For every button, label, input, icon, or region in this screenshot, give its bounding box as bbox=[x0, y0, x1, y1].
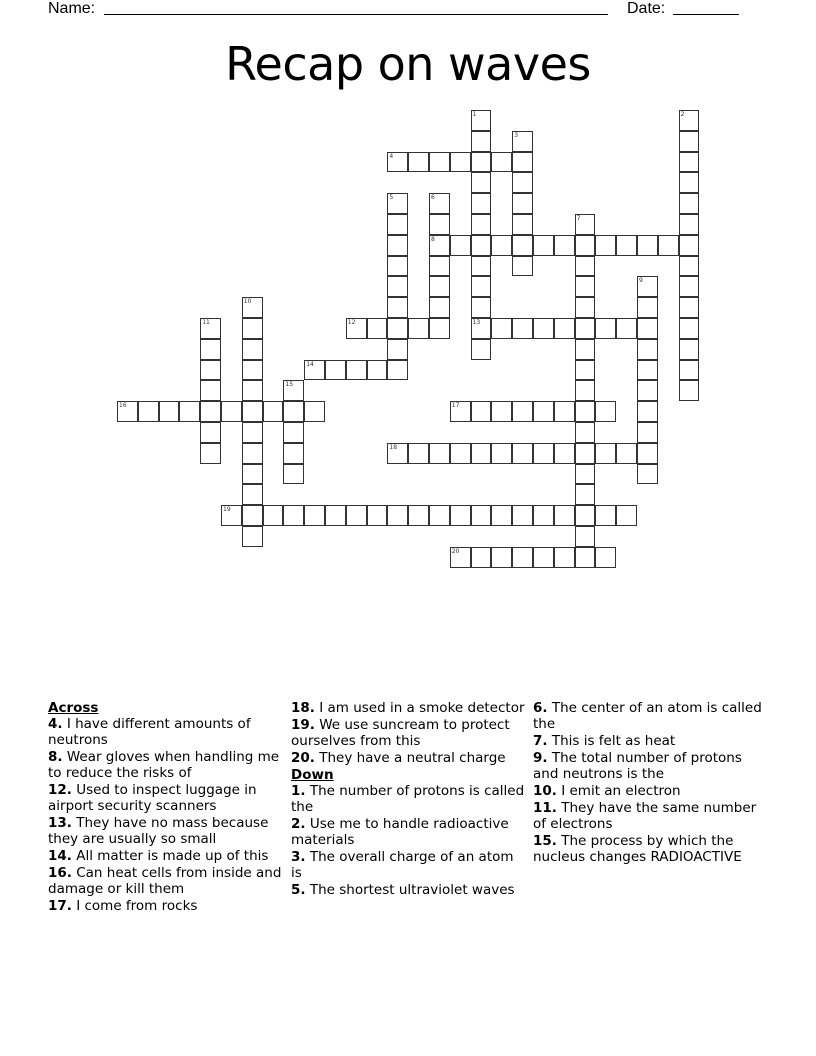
grid-cell[interactable] bbox=[616, 443, 637, 464]
grid-cell[interactable] bbox=[325, 360, 346, 381]
grid-cell[interactable] bbox=[575, 443, 596, 464]
grid-cell[interactable] bbox=[429, 256, 450, 277]
clue-item bbox=[48, 782, 284, 814]
clue-item-text: The process by which the nucleus changes RADIOACTIVE bbox=[533, 833, 742, 865]
grid-cell[interactable] bbox=[387, 193, 408, 214]
clue-item-text: The number of protons is called the bbox=[291, 783, 525, 815]
grid-cell[interactable] bbox=[575, 339, 596, 360]
clue-item bbox=[291, 783, 527, 815]
clue-item bbox=[533, 750, 769, 782]
clue-item-number: 13. bbox=[48, 815, 72, 831]
grid-cell[interactable] bbox=[637, 318, 658, 339]
grid-cell[interactable] bbox=[283, 401, 304, 422]
grid-cell[interactable] bbox=[387, 235, 408, 256]
clue-number: 15 bbox=[285, 381, 294, 389]
grid-cell[interactable] bbox=[221, 505, 242, 526]
grid-cell[interactable] bbox=[512, 318, 533, 339]
grid-cell[interactable] bbox=[429, 276, 450, 297]
grid-cell[interactable] bbox=[450, 152, 471, 173]
clue-item-text: I am used in a smoke detector bbox=[319, 700, 525, 716]
grid-cell[interactable] bbox=[679, 360, 700, 381]
grid-cell[interactable] bbox=[512, 131, 533, 152]
grid-cell[interactable] bbox=[512, 214, 533, 235]
clue-number: 17 bbox=[451, 402, 460, 410]
grid-cell[interactable] bbox=[159, 401, 180, 422]
grid-cell[interactable] bbox=[533, 235, 554, 256]
grid-cell[interactable] bbox=[616, 505, 637, 526]
clue-item-number: 8. bbox=[48, 749, 63, 765]
clue-item bbox=[291, 700, 527, 716]
grid-cell[interactable] bbox=[471, 276, 492, 297]
grid-cell[interactable] bbox=[679, 214, 700, 235]
grid-cell[interactable] bbox=[575, 256, 596, 277]
grid-cell[interactable] bbox=[429, 235, 450, 256]
clue-number: 16 bbox=[119, 402, 127, 410]
grid-cell[interactable] bbox=[471, 547, 492, 568]
grid-cell[interactable] bbox=[367, 360, 388, 381]
clue-number: 6 bbox=[431, 194, 435, 202]
grid-cell[interactable] bbox=[575, 318, 596, 339]
grid-cell[interactable] bbox=[595, 235, 616, 256]
grid-cell[interactable] bbox=[429, 214, 450, 235]
grid-cell[interactable] bbox=[595, 547, 616, 568]
grid-cell[interactable] bbox=[283, 380, 304, 401]
clue-number: 11 bbox=[202, 319, 210, 326]
grid-cell[interactable] bbox=[679, 256, 700, 277]
grid-cell[interactable] bbox=[512, 152, 533, 173]
grid-cell[interactable] bbox=[304, 505, 325, 526]
grid-cell[interactable] bbox=[221, 401, 242, 422]
grid-cell[interactable] bbox=[346, 318, 367, 339]
grid-cell[interactable] bbox=[575, 464, 596, 485]
page-title: Recap on waves bbox=[225, 37, 591, 91]
clues-column-3 bbox=[533, 700, 769, 866]
clue-item bbox=[291, 750, 527, 766]
grid-cell[interactable] bbox=[429, 318, 450, 339]
clue-item-number: 3. bbox=[291, 849, 306, 865]
grid-cell[interactable] bbox=[263, 505, 284, 526]
grid-cell[interactable] bbox=[408, 152, 429, 173]
grid-cell[interactable] bbox=[575, 505, 596, 526]
clue-number: 12 bbox=[347, 319, 356, 326]
clue-item bbox=[533, 783, 769, 799]
clue-item-text: Can heat cells from inside and damage or kill them bbox=[48, 865, 282, 897]
clue-number: 8 bbox=[431, 235, 435, 243]
grid-cell[interactable] bbox=[679, 318, 700, 339]
grid-cell[interactable] bbox=[637, 339, 658, 360]
grid-cell[interactable] bbox=[429, 505, 450, 526]
clue-item-text: Used to inspect luggage in airport security scanners bbox=[48, 782, 257, 814]
grid-cell[interactable] bbox=[367, 505, 388, 526]
grid-cell[interactable] bbox=[595, 443, 616, 464]
grid-cell[interactable] bbox=[471, 152, 492, 173]
grid-cell[interactable] bbox=[346, 505, 367, 526]
worksheet-header bbox=[48, 0, 748, 20]
clue-item bbox=[48, 749, 284, 781]
clue-item-number: 16. bbox=[48, 865, 72, 881]
grid-cell[interactable] bbox=[512, 256, 533, 277]
clue-item-text: They have a neutral charge bbox=[319, 750, 506, 766]
clue-item bbox=[291, 717, 527, 749]
grid-cell[interactable] bbox=[616, 318, 637, 339]
clue-item bbox=[533, 733, 769, 749]
clue-item-number: 12. bbox=[48, 782, 72, 798]
grid-cell[interactable] bbox=[283, 505, 304, 526]
grid-cell[interactable] bbox=[491, 443, 512, 464]
clue-item-number: 2. bbox=[291, 816, 306, 832]
grid-cell[interactable] bbox=[387, 152, 408, 173]
grid-cell[interactable] bbox=[512, 193, 533, 214]
grid-cell[interactable] bbox=[491, 235, 512, 256]
grid-cell[interactable] bbox=[491, 401, 512, 422]
grid-cell[interactable] bbox=[242, 484, 263, 505]
grid-cell[interactable] bbox=[595, 505, 616, 526]
grid-cell[interactable] bbox=[179, 401, 200, 422]
clue-item-text: The total number of protons and neutrons is the bbox=[533, 750, 742, 782]
grid-cell[interactable] bbox=[491, 152, 512, 173]
grid-cell[interactable] bbox=[429, 193, 450, 214]
across-heading: Across bbox=[48, 700, 99, 716]
clue-number: 3 bbox=[514, 131, 519, 139]
grid-cell[interactable] bbox=[429, 152, 450, 173]
grid-cell[interactable] bbox=[512, 443, 533, 464]
clue-number: 20 bbox=[451, 547, 460, 555]
grid-cell[interactable] bbox=[242, 401, 263, 422]
clue-item-number: 18. bbox=[291, 700, 315, 716]
grid-cell[interactable] bbox=[471, 297, 492, 318]
grid-cell[interactable] bbox=[304, 360, 325, 381]
clue-item-number: 7. bbox=[533, 733, 548, 749]
grid-cell[interactable] bbox=[533, 443, 554, 464]
clue-item-text: Wear gloves when handling me to reduce the risks of bbox=[48, 749, 280, 781]
clue-item-text: I have different amounts of neutrons bbox=[48, 716, 251, 748]
grid-cell[interactable] bbox=[616, 235, 637, 256]
grid-cell[interactable] bbox=[117, 401, 138, 422]
grid-cell[interactable] bbox=[575, 235, 596, 256]
grid-cell[interactable] bbox=[283, 443, 304, 464]
clue-item-number: 10. bbox=[533, 783, 557, 799]
grid-cell[interactable] bbox=[387, 339, 408, 360]
grid-cell[interactable] bbox=[575, 484, 596, 505]
clue-item-number: 15. bbox=[533, 833, 557, 849]
grid-cell[interactable] bbox=[658, 235, 679, 256]
clue-item-number: 20. bbox=[291, 750, 315, 766]
grid-cell[interactable] bbox=[554, 318, 575, 339]
clue-item bbox=[291, 816, 527, 848]
grid-cell[interactable] bbox=[679, 297, 700, 318]
grid-cell[interactable] bbox=[575, 297, 596, 318]
grid-cell[interactable] bbox=[554, 547, 575, 568]
grid-cell[interactable] bbox=[533, 401, 554, 422]
grid-cell[interactable] bbox=[450, 401, 471, 422]
grid-cell[interactable] bbox=[679, 110, 700, 131]
clue-item-number: 19. bbox=[291, 717, 315, 733]
grid-cell[interactable] bbox=[471, 401, 492, 422]
grid-cell[interactable] bbox=[200, 422, 221, 443]
clues-column-1 bbox=[48, 700, 284, 915]
grid-cell[interactable] bbox=[471, 235, 492, 256]
grid-cell[interactable] bbox=[242, 422, 263, 443]
grid-cell[interactable] bbox=[512, 235, 533, 256]
clue-number: 10 bbox=[243, 298, 252, 306]
clue-item bbox=[48, 716, 284, 748]
grid-cell[interactable] bbox=[595, 318, 616, 339]
clue-item-text: We use suncream to protect ourselves from this bbox=[291, 717, 510, 749]
grid-cell[interactable] bbox=[200, 360, 221, 381]
clue-item-number: 5. bbox=[291, 882, 306, 898]
grid-cell[interactable] bbox=[408, 505, 429, 526]
grid-cell[interactable] bbox=[575, 401, 596, 422]
clue-item-number: 1. bbox=[291, 783, 306, 799]
grid-cell[interactable] bbox=[242, 526, 263, 547]
grid-cell[interactable] bbox=[512, 547, 533, 568]
grid-cell[interactable] bbox=[637, 297, 658, 318]
grid-cell[interactable] bbox=[471, 339, 492, 360]
grid-cell[interactable] bbox=[387, 360, 408, 381]
grid-cell[interactable] bbox=[554, 235, 575, 256]
clue-number: 19 bbox=[223, 506, 231, 514]
grid-cell[interactable] bbox=[283, 422, 304, 443]
grid-cell[interactable] bbox=[242, 505, 263, 526]
clue-item bbox=[533, 800, 769, 832]
clue-item bbox=[291, 882, 527, 898]
grid-cell[interactable] bbox=[575, 422, 596, 443]
clue-item-number: 17. bbox=[48, 898, 72, 914]
grid-cell[interactable] bbox=[491, 318, 512, 339]
grid-cell[interactable] bbox=[679, 172, 700, 193]
clue-item-text: I come from rocks bbox=[76, 898, 198, 914]
grid-cell[interactable] bbox=[387, 214, 408, 235]
clue-item bbox=[533, 833, 769, 865]
grid-cell[interactable] bbox=[242, 380, 263, 401]
grid-cell[interactable] bbox=[471, 256, 492, 277]
grid-cell[interactable] bbox=[387, 297, 408, 318]
grid-cell[interactable] bbox=[471, 505, 492, 526]
grid-cell[interactable] bbox=[637, 464, 658, 485]
grid-cell[interactable] bbox=[637, 380, 658, 401]
grid-cell[interactable] bbox=[637, 422, 658, 443]
grid-cell[interactable] bbox=[533, 505, 554, 526]
grid-cell[interactable] bbox=[679, 131, 700, 152]
grid-cell[interactable] bbox=[200, 380, 221, 401]
grid-cell[interactable] bbox=[408, 318, 429, 339]
grid-cell[interactable] bbox=[533, 547, 554, 568]
grid-cell[interactable] bbox=[346, 360, 367, 381]
clue-item bbox=[291, 849, 527, 881]
grid-cell[interactable] bbox=[471, 110, 492, 131]
grid-cell[interactable] bbox=[263, 401, 284, 422]
grid-cell[interactable] bbox=[554, 401, 575, 422]
clue-number: 13 bbox=[472, 319, 481, 326]
clue-item-number: 9. bbox=[533, 750, 548, 766]
grid-cell[interactable] bbox=[512, 505, 533, 526]
grid-cell[interactable] bbox=[512, 401, 533, 422]
name-label: Name: bbox=[48, 0, 96, 17]
grid-cell[interactable] bbox=[200, 318, 221, 339]
clues-column-2 bbox=[291, 700, 527, 899]
grid-cell[interactable] bbox=[471, 443, 492, 464]
grid-cell[interactable] bbox=[242, 318, 263, 339]
grid-cell[interactable] bbox=[304, 401, 325, 422]
grid-cell[interactable] bbox=[637, 276, 658, 297]
clue-item-text: They have the same number of electrons bbox=[533, 800, 757, 832]
grid-cell[interactable] bbox=[200, 401, 221, 422]
grid-cell[interactable] bbox=[554, 443, 575, 464]
grid-cell[interactable] bbox=[595, 401, 616, 422]
clue-number: 4 bbox=[389, 152, 394, 160]
grid-cell[interactable] bbox=[491, 505, 512, 526]
clue-number: 9 bbox=[639, 277, 643, 285]
grid-cell[interactable] bbox=[533, 318, 554, 339]
grid-cell[interactable] bbox=[242, 464, 263, 485]
grid-cell[interactable] bbox=[429, 297, 450, 318]
clue-item-text: Use me to handle radioactive materials bbox=[291, 816, 509, 848]
grid-cell[interactable] bbox=[637, 443, 658, 464]
grid-cell[interactable] bbox=[637, 235, 658, 256]
clue-number: 14 bbox=[306, 360, 314, 368]
clue-item-text: I emit an electron bbox=[561, 783, 681, 799]
clue-number: 1 bbox=[472, 111, 477, 118]
grid-cell[interactable] bbox=[679, 235, 700, 256]
grid-cell[interactable] bbox=[387, 256, 408, 277]
grid-cell[interactable] bbox=[429, 443, 450, 464]
clue-item-number: 14. bbox=[48, 848, 72, 864]
grid-cell[interactable] bbox=[450, 505, 471, 526]
grid-cell[interactable] bbox=[679, 276, 700, 297]
clue-item bbox=[48, 848, 284, 864]
grid-cell[interactable] bbox=[679, 380, 700, 401]
grid-cell[interactable] bbox=[387, 443, 408, 464]
grid-cell[interactable] bbox=[491, 547, 512, 568]
grid-cell[interactable] bbox=[367, 318, 388, 339]
grid-cell[interactable] bbox=[200, 339, 221, 360]
grid-cell[interactable] bbox=[679, 152, 700, 173]
clue-item bbox=[533, 700, 769, 732]
grid-cell[interactable] bbox=[679, 339, 700, 360]
clue-item-text: All matter is made up of this bbox=[76, 848, 269, 864]
grid-cell[interactable] bbox=[575, 276, 596, 297]
grid-cell[interactable] bbox=[200, 443, 221, 464]
grid-cell[interactable] bbox=[450, 235, 471, 256]
grid-cell[interactable] bbox=[575, 526, 596, 547]
down-heading: Down bbox=[291, 767, 334, 783]
grid-cell[interactable] bbox=[242, 297, 263, 318]
clue-item-text: The overall charge of an atom is bbox=[291, 849, 514, 881]
grid-cell[interactable] bbox=[450, 547, 471, 568]
grid-cell[interactable] bbox=[242, 360, 263, 381]
clue-item bbox=[48, 898, 284, 914]
grid-cell[interactable] bbox=[575, 214, 596, 235]
clue-item bbox=[48, 815, 284, 847]
grid-cell[interactable] bbox=[242, 443, 263, 464]
date-field[interactable] bbox=[673, 0, 739, 15]
clue-item-number: 11. bbox=[533, 800, 557, 816]
clue-item-number: 6. bbox=[533, 700, 548, 716]
grid-cell[interactable] bbox=[554, 505, 575, 526]
grid-cell[interactable] bbox=[471, 318, 492, 339]
grid-cell[interactable] bbox=[408, 443, 429, 464]
clue-number: 7 bbox=[576, 215, 581, 222]
clue-item-text: This is felt as heat bbox=[551, 733, 676, 749]
grid-cell[interactable] bbox=[637, 401, 658, 422]
grid-cell[interactable] bbox=[387, 276, 408, 297]
grid-cell[interactable] bbox=[471, 193, 492, 214]
grid-cell[interactable] bbox=[325, 505, 346, 526]
grid-cell[interactable] bbox=[575, 380, 596, 401]
grid-cell[interactable] bbox=[242, 339, 263, 360]
grid-cell[interactable] bbox=[637, 360, 658, 381]
grid-cell[interactable] bbox=[387, 505, 408, 526]
clue-item-number: 4. bbox=[48, 716, 63, 732]
clue-item-text: They have no mass because they are usually so small bbox=[48, 815, 269, 847]
grid-cell[interactable] bbox=[387, 318, 408, 339]
grid-cell[interactable] bbox=[471, 131, 492, 152]
clue-item-text: The center of an atom is called the bbox=[533, 700, 762, 732]
grid-cell[interactable] bbox=[471, 172, 492, 193]
grid-cell[interactable] bbox=[679, 193, 700, 214]
clue-number: 5 bbox=[389, 194, 394, 202]
grid-cell[interactable] bbox=[138, 401, 159, 422]
name-field[interactable] bbox=[104, 0, 608, 15]
clue-item-text: The shortest ultraviolet waves bbox=[309, 882, 515, 898]
clue-item bbox=[48, 865, 284, 897]
grid-cell[interactable] bbox=[471, 214, 492, 235]
crossword-grid bbox=[117, 110, 717, 590]
grid-cell[interactable] bbox=[450, 443, 471, 464]
grid-cell[interactable] bbox=[575, 360, 596, 381]
clue-number: 2 bbox=[680, 111, 685, 118]
grid-cell[interactable] bbox=[283, 464, 304, 485]
clue-number: 18 bbox=[389, 443, 398, 451]
grid-cell[interactable] bbox=[512, 172, 533, 193]
grid-cell[interactable] bbox=[575, 547, 596, 568]
date-label: Date: bbox=[627, 0, 666, 17]
